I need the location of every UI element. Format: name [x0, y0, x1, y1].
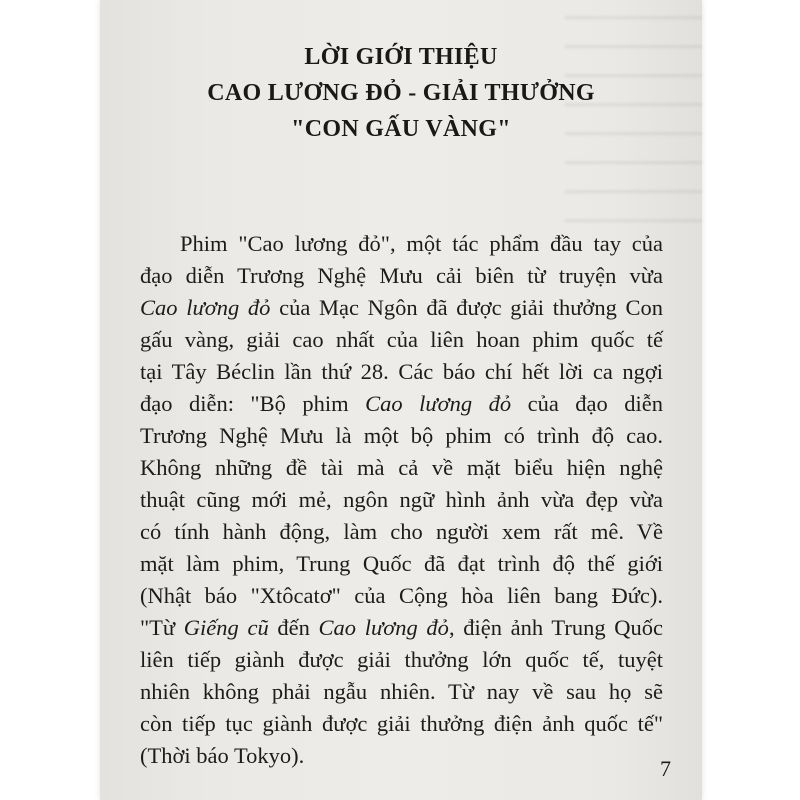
body-line: gấu vàng, giải cao nhất của liên hoan phim quốc tế — [140, 327, 663, 352]
italic-title: Cao lương đỏ — [140, 295, 271, 320]
body-text: , điện ảnh Trung Quốc — [448, 615, 663, 640]
body-line — [140, 389, 663, 419]
body-line: thuật cũng mới mẻ, ngôn ngữ hình ảnh vừa đẹp vừa — [140, 487, 663, 512]
body-text: đạo diễn: "Bộ phim — [140, 391, 366, 416]
body-line — [140, 613, 663, 643]
body-line: Phim "Cao lương đỏ", một tác phẩm đầu tay của — [180, 231, 663, 256]
italic-title: Cao lương đỏ — [318, 615, 449, 640]
body-line: Trương Nghệ Mưu là một bộ phim có trình độ cao. — [140, 423, 663, 448]
body-line: có tính hành động, làm cho người xem rất mê. Về — [140, 519, 663, 544]
body-line: (Nhật báo "Xtôcatơ" của Cộng hòa liên bang Đức). — [140, 583, 663, 608]
show-through-text — [565, 0, 702, 230]
body-line: đạo diễn Trương Nghệ Mưu cải biên từ truyện vừa — [140, 263, 663, 288]
italic-title: Giếng cũ — [183, 615, 269, 640]
body-line: mặt làm phim, Trung Quốc đã đạt trình độ thế giới — [140, 551, 663, 576]
page-number: 7 — [660, 756, 671, 781]
italic-title: Cao lương đỏ — [365, 391, 512, 416]
heading-line-3: "CON GẤU VÀNG" — [291, 116, 511, 142]
body-line — [140, 293, 663, 323]
heading-line-1: LỜI GIỚI THIỆU — [304, 44, 498, 70]
body-line: nhiên không phải ngẫu nhiên. Từ nay về sau họ sẽ — [140, 679, 663, 704]
body-line: còn tiếp tục giành được giải thưởng điện ảnh quốc tế" — [140, 711, 663, 736]
body-text: của đạo diễn — [511, 391, 663, 416]
heading-line-2: CAO LƯƠNG ĐỎ - GIẢI THƯỞNG — [207, 80, 595, 106]
body-text: đến — [268, 615, 319, 640]
body-line: (Thời báo Tokyo). — [140, 743, 305, 768]
body-line: Không những đề tài mà cả về mặt biểu hiện nghệ — [140, 455, 663, 480]
book-page — [100, 0, 702, 800]
body-text: "Từ — [140, 615, 184, 640]
body-line: tại Tây Béclin lần thứ 28. Các báo chí hết lời ca ngợi — [140, 359, 663, 384]
body-line: liên tiếp giành được giải thưởng lớn quốc tế, tuyệt — [140, 647, 663, 672]
body-text: của Mạc Ngôn đã được giải thưởng Con — [270, 295, 664, 320]
